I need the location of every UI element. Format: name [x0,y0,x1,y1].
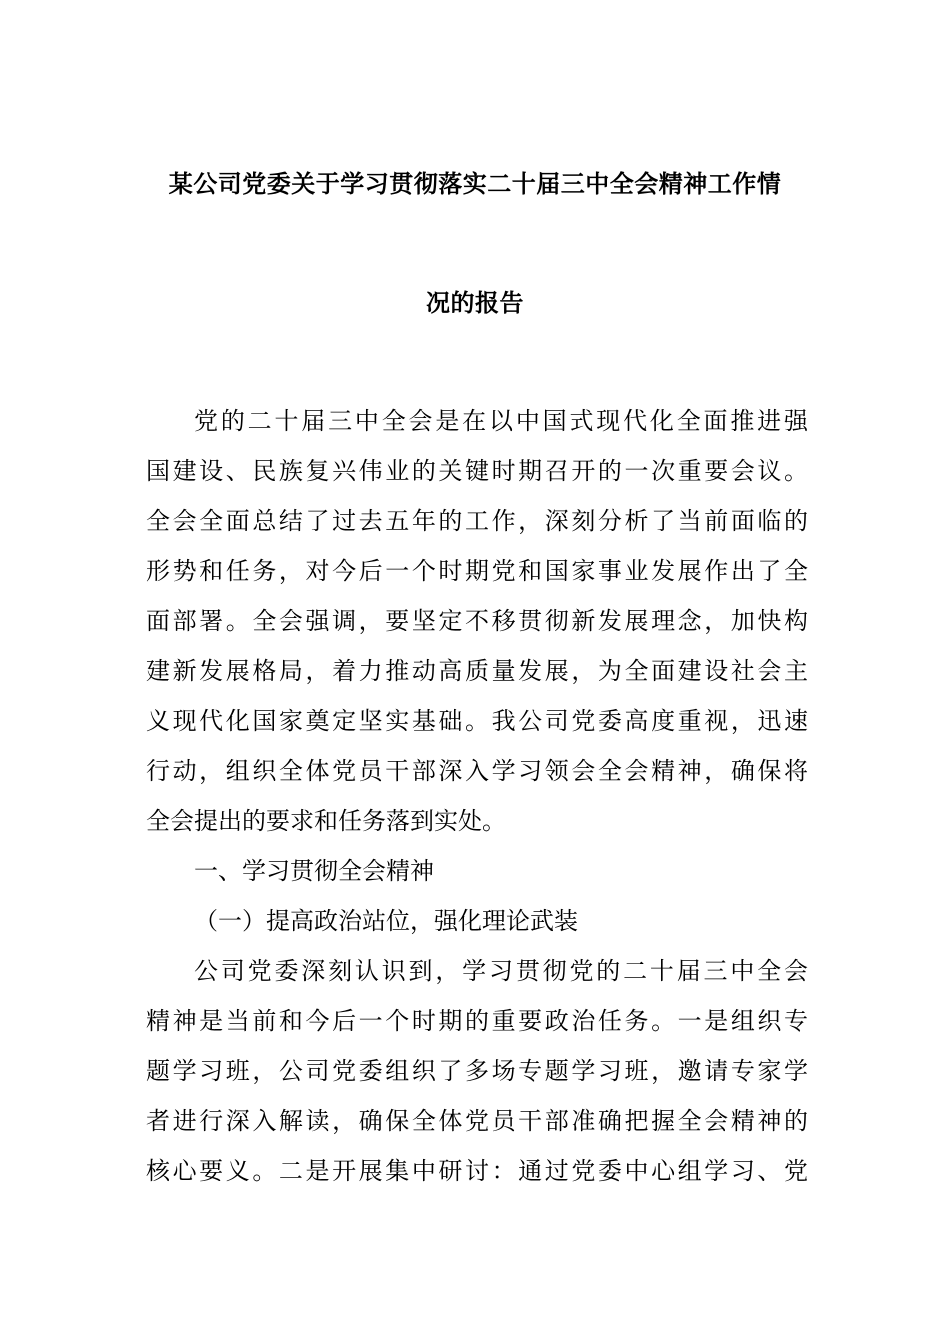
paragraph-1-line: 国建设、民族复兴伟业的关键时期召开的一次重要会议。 [146,457,808,485]
paragraph-2-line: 精神是当前和今后一个时期的重要政治任务。一是组织专 [146,1007,808,1035]
subsection-heading-1: （一）提高政治站位，强化理论武装 [194,907,578,935]
paragraph-2-line: 题学习班，公司党委组织了多场专题学习班，邀请专家学 [146,1057,808,1085]
document-body [146,396,808,1196]
paragraph-1-line: 党的二十届三中全会是在以中国式现代化全面推进强 [194,407,808,435]
section-heading-1: 一、学习贯彻全会精神 [194,857,434,885]
document-title-line-2: 况的报告 [426,289,524,317]
paragraph-1-line: 建新发展格局，着力推动高质量发展，为全面建设社会主 [146,657,808,685]
paragraph-1-line: 行动，组织全体党员干部深入学习领会全会精神，确保将 [146,757,808,785]
paragraph-2-line: 者进行深入解读，确保全体党员干部准确把握全会精神的 [146,1107,808,1135]
paragraph-1-line: 义现代化国家奠定坚实基础。我公司党委高度重视，迅速 [146,707,808,735]
paragraph-2-line: 公司党委深刻认识到，学习贯彻党的二十届三中全会 [194,957,808,985]
paragraph-1-line: 面部署。全会强调，要坚定不移贯彻新发展理念，加快构 [146,607,808,635]
paragraph-2-line: 核心要义。二是开展集中研讨：通过党委中心组学习、党 [146,1157,808,1185]
document-title-line-1: 某公司党委关于学习贯彻落实二十届三中全会精神工作情 [168,170,782,198]
paragraph-1-line: 全会全面总结了过去五年的工作，深刻分析了当前面临的 [146,507,808,535]
paragraph-1-line: 形势和任务，对今后一个时期党和国家事业发展作出了全 [146,557,808,585]
paragraph-1-line: 全会提出的要求和任务落到实处。 [146,807,506,835]
